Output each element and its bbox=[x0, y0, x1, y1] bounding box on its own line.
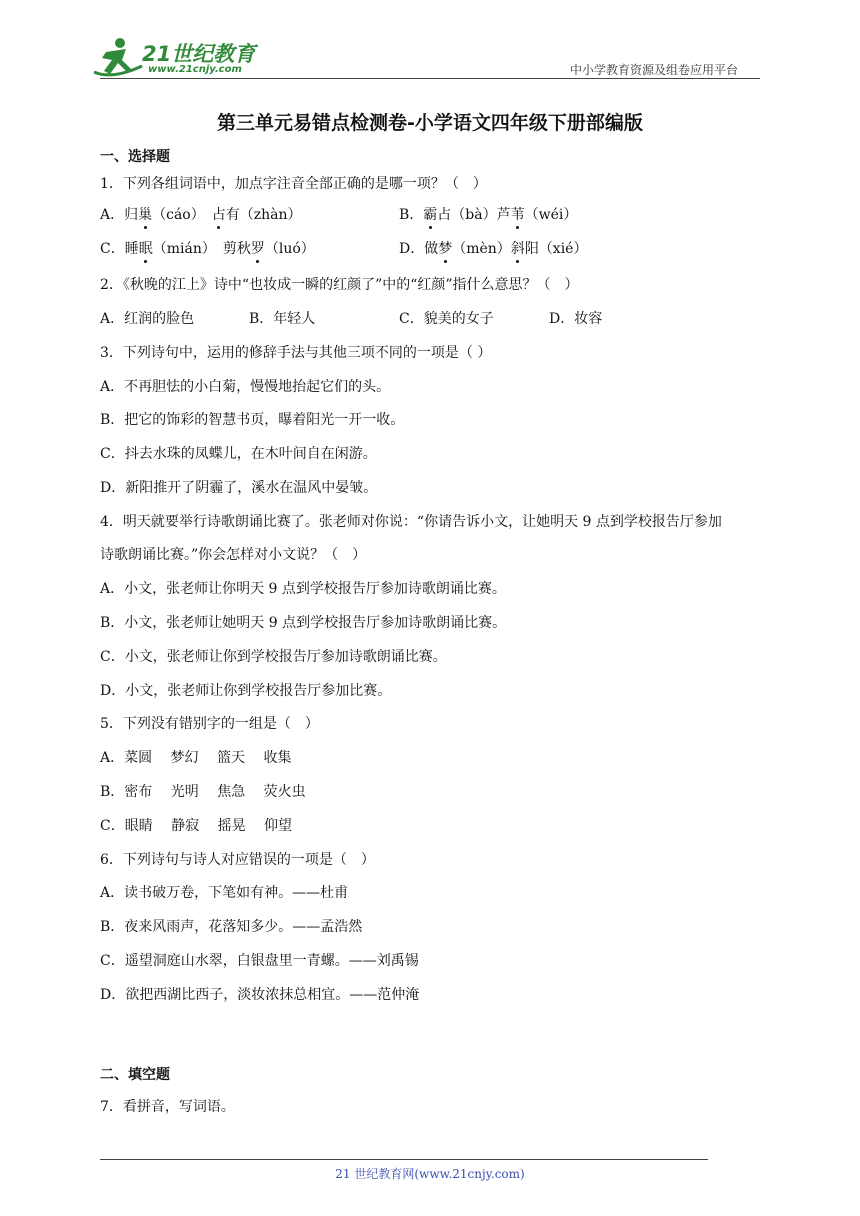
q2-option-c: C．貌美的女子 bbox=[399, 311, 494, 327]
q5-option-a: A．菜圆 梦幻 篮天 收集 bbox=[100, 750, 292, 766]
page-title: 第三单元易错点检测卷-小学语文四年级下册部编版 bbox=[217, 112, 643, 134]
q2-option-a: A．红润的脸色 bbox=[100, 311, 195, 327]
question-2-stem: 2．《秋晚的江上》诗中“也妆成一瞬的红颜了”中的“红颜”指什么意思？（ ） bbox=[100, 277, 579, 293]
q1-option-c: C．睡眠（mián） 剪秋罗（luó） bbox=[100, 241, 315, 257]
header-right-text: 中小学教育资源及组卷应用平台 bbox=[570, 63, 739, 77]
question-6-stem: 6．下列诗句与诗人对应错误的一项是（ ） bbox=[100, 852, 375, 868]
q5-option-c: C．眼睛 静寂 摇晃 仰望 bbox=[100, 818, 293, 834]
q6-option-b: B．夜来风雨声，花落知多少。——孟浩然 bbox=[100, 919, 363, 935]
q4-option-c: C．小文，张老师让你到学校报告厅参加诗歌朗诵比赛。 bbox=[100, 649, 447, 665]
section-heading-fill: 二、填空题 bbox=[100, 1067, 170, 1083]
question-3-stem: 3．下列诗句中，运用的修辞手法与其他三项不同的一项是（ ） bbox=[100, 345, 492, 361]
question-1-stem: 1．下列各组词语中，加点字注音全部正确的是哪一项？（ ） bbox=[100, 176, 487, 192]
footer-text: 21 世纪教育网(www.21cnjy.com) bbox=[335, 1167, 525, 1181]
logo-main-text: 21世纪教育 bbox=[142, 42, 256, 66]
footer-rule bbox=[100, 1159, 708, 1160]
runner-logo-icon bbox=[92, 36, 144, 80]
q6-option-c: C．遥望洞庭山水翠，白银盘里一青螺。——刘禹锡 bbox=[100, 953, 419, 969]
logo-url-text: www.21cnjy.com bbox=[148, 64, 242, 75]
q1-option-d: D．做梦（mèn）斜阳（xié） bbox=[399, 241, 588, 257]
site-logo bbox=[92, 36, 262, 80]
question-7-stem: 7．看拼音，写词语。 bbox=[100, 1099, 235, 1115]
section-heading-choice: 一、选择题 bbox=[100, 149, 170, 165]
q3-option-c: C．抖去水珠的凤蝶儿，在木叶间自在闲游。 bbox=[100, 446, 377, 462]
q6-option-a: A．读书破万卷，下笔如有神。——杜甫 bbox=[100, 885, 349, 901]
q5-option-b: B．密布 光明 焦急 荧火虫 bbox=[100, 784, 306, 800]
q4-option-d: D．小文，张老师让你到学校报告厅参加比赛。 bbox=[100, 683, 392, 699]
q4-option-a: A．小文，张老师让你明天 9 点到学校报告厅参加诗歌朗诵比赛。 bbox=[100, 581, 506, 597]
q3-option-d: D．新阳推开了阴霾了，溪水在温风中晏皱。 bbox=[100, 480, 378, 496]
question-5-stem: 5．下列没有错别字的一组是（ ） bbox=[100, 716, 319, 732]
header-rule bbox=[100, 78, 760, 79]
q4-option-b: B．小文，张老师让她明天 9 点到学校报告厅参加诗歌朗诵比赛。 bbox=[100, 615, 507, 631]
q2-option-d: D．妆容 bbox=[549, 311, 603, 327]
q6-option-d: D．欲把西湖比西子，淡妆浓抹总相宜。——范仲淹 bbox=[100, 987, 420, 1003]
q2-option-b: B．年轻人 bbox=[249, 311, 316, 327]
question-4-stem: 4．明天就要举行诗歌朗诵比赛了。张老师对你说：“你请告诉小文，让她明天 9 点到学校报告厅参加 bbox=[100, 514, 722, 530]
q3-option-a: A．不再胆怯的小白菊，慢慢地抬起它们的头。 bbox=[100, 379, 391, 395]
q1-option-a: A．归巢（cáo） 占有（zhàn） bbox=[100, 207, 302, 223]
q1-option-b: B．霸占（bà）芦苇（wéi） bbox=[399, 207, 578, 223]
question-4-stem-cont: 诗歌朗诵比赛。”你会怎样对小文说？（ ） bbox=[100, 547, 367, 563]
q3-option-b: B．把它的饰彩的智慧书页，曝着阳光一开一收。 bbox=[100, 412, 405, 428]
